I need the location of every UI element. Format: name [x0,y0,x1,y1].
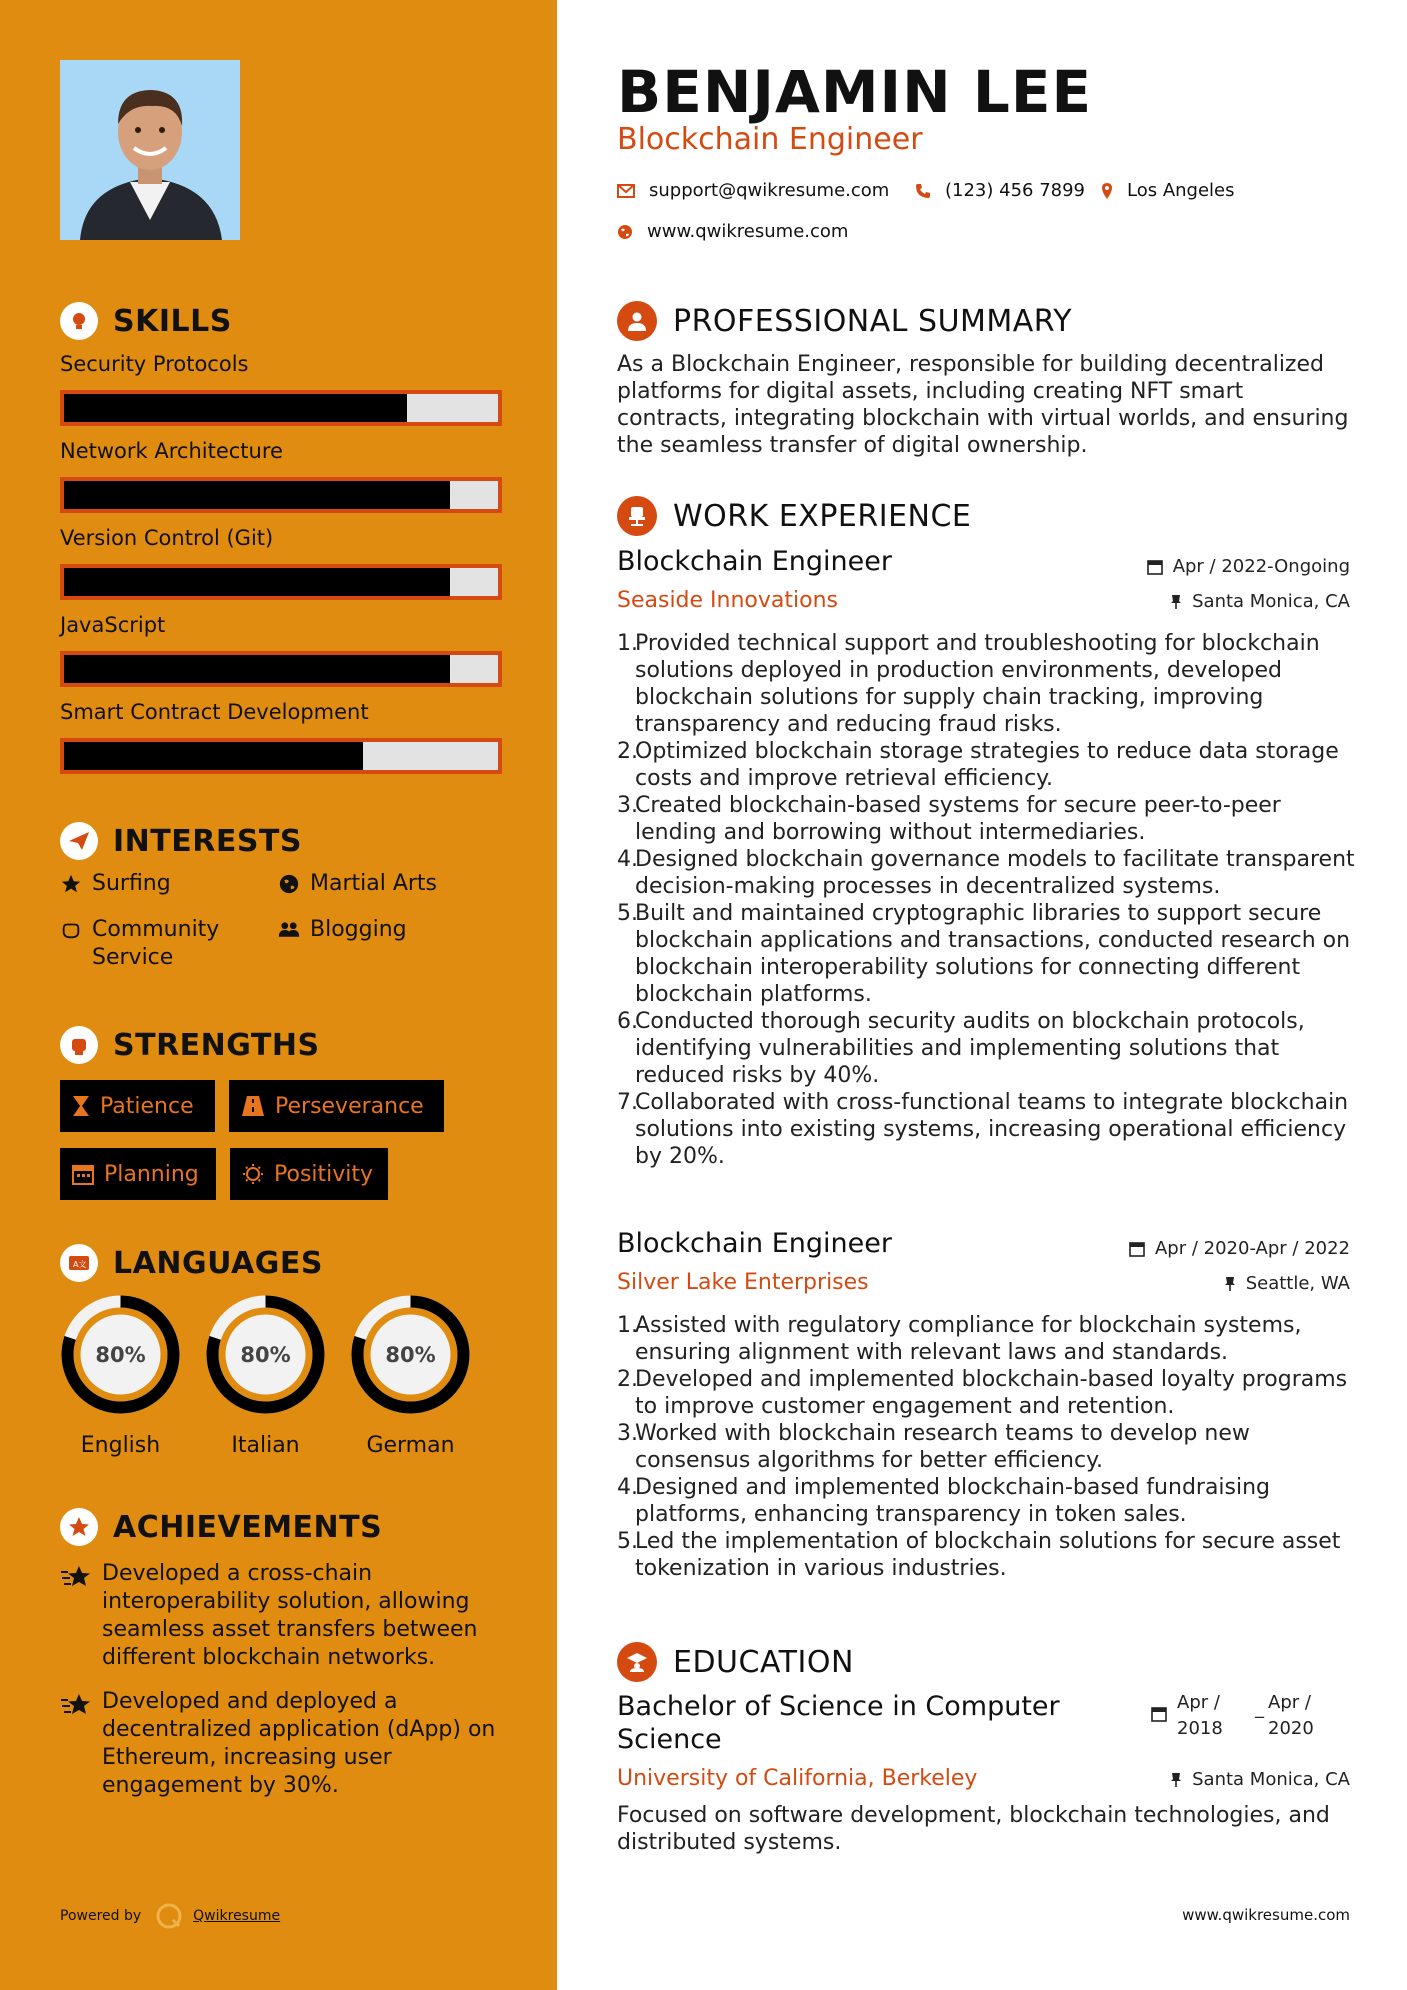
star-icon [60,870,82,895]
education-location [1170,1769,1350,1790]
list-item: 3. Created blockchain-based systems for secure peer-to-peer lending and borrowing without intermediaries. [617,792,1357,846]
powered-by [60,1902,280,1930]
office-chair-icon [617,496,657,536]
skill-label: Security Protocols [60,352,249,376]
strength-badge [229,1080,444,1132]
skill-bar [60,564,502,600]
job-dates-text: Apr / 2020-Apr / 2022 [1154,1238,1350,1259]
road-icon [241,1095,265,1117]
language-name: Italian [231,1433,300,1458]
job-dates-text: Apr / 2022-Ongoing [1172,556,1350,577]
phone-icon [915,183,931,199]
skill-label: Version Control (Git) [60,526,274,550]
achievement-item [60,1560,510,1672]
skill-bar-fill [64,655,450,683]
languages-heading [60,1244,323,1282]
language-card-icon [60,1244,98,1282]
list-item: 2. Developed and implemented blockchain-based loyalty programs to improve customer engagement and retention. [617,1366,1357,1420]
skill-label: Network Architecture [60,439,283,463]
summary-title: PROFESSIONAL SUMMARY [673,303,1073,339]
experience-heading [617,496,971,536]
pushpin-icon [1170,1772,1182,1788]
interest-label: Blogging [310,917,407,942]
list-item-text: Conducted thorough security audits on blockchain protocols, identifying vulnerabilities and implementing solutions that reduced risks by 40%. [635,1009,1305,1088]
job-responsibilities [617,630,1357,1170]
language-percent: 80% [240,1343,291,1367]
list-item-text: Built and maintained cryptographic libraries to support secure blockchain applications and transactions, conducted research on blockchain interoperability solutions for connecting different blockchain platforms. [635,901,1351,1007]
summary-text: As a Blockchain Engineer, responsible for building decentralized platforms for digital assets, including creating NFT smart contracts, integrating blockchain with virtual worlds, and ensuring the seamless transfer of digital ownership. [617,352,1349,458]
list-item-text: Optimized blockchain storage strategies to reduce data storage costs and improve retrieval efficiency. [635,739,1339,791]
language-item [203,1292,328,1458]
interest-label: Surfing [92,871,171,896]
languages-title: LANGUAGES [113,1245,323,1281]
education-location-text: Santa Monica, CA [1192,1769,1350,1790]
list-item: 1. Assisted with regulatory compliance for blockchain systems, ensuring alignment with relevant laws and standards. [617,1312,1357,1366]
calendar-icon [72,1163,94,1185]
skill-bar [60,477,502,513]
education-dates [1151,1690,1324,1742]
strength-label: Perseverance [275,1093,424,1119]
job-location-text: Seattle, WA [1245,1273,1350,1294]
skill-bar-fill [64,394,407,422]
skill-bar-fill [64,568,450,596]
strength-label: Positivity [274,1161,374,1187]
job-location-text: Santa Monica, CA [1192,591,1350,612]
language-name: English [80,1433,161,1458]
contact-location [1101,180,1235,201]
skill-bar [60,651,502,687]
list-item-text: Designed and implemented blockchain-based fundraising platforms, enhancing transparency in token sales. [635,1475,1271,1527]
contact-website[interactable] [617,221,848,242]
list-item-text: Collaborated with cross-functional teams to integrate blockchain solutions into existing systems, increasing operational efficiency by 20%. [635,1090,1349,1169]
profile-photo [60,60,240,240]
powered-by-label: Powered by [60,1908,142,1924]
interests-title: INTERESTS [113,823,302,859]
website-text: www.qwikresume.com [647,221,849,242]
paper-plane-icon [60,822,98,860]
skill-label: Smart Contract Development [60,700,369,724]
skill-item [60,526,502,600]
skill-bar [60,738,502,774]
calendar-icon [1129,1241,1145,1257]
achievement-text: Developed a cross-chain interoperability solution, allowing seamless asset transfers between different blockchain networks. [102,1561,478,1670]
strength-label: Planning [104,1161,199,1187]
list-item: 2. Optimized blockchain storage strategies to reduce data storage costs and improve retrieval efficiency. [617,738,1357,792]
star-badge-icon [60,1508,98,1546]
education-heading [617,1642,854,1682]
envelope-icon [617,184,635,198]
skills-title: SKILLS [113,303,232,339]
strength-badge [60,1148,216,1200]
calendar-icon [1147,559,1163,575]
language-ring [58,1292,183,1417]
job-title: Blockchain Engineer [617,546,892,577]
list-item-text: Created blockchain-based systems for secure peer-to-peer lending and borrowing without intermediaries. [635,793,1281,845]
experience-title: WORK EXPERIENCE [673,498,972,534]
strength-label: Patience [100,1093,194,1119]
qwikresume-logo-icon [155,1902,183,1930]
skill-label: JavaScript [60,613,166,637]
language-name: German [366,1433,455,1458]
language-percent: 80% [385,1343,436,1367]
users-icon [278,916,300,941]
skill-bar-fill [64,742,363,770]
achievement-text: Developed and deployed a decentralized application (dApp) on Ethereum, increasing user engagement by 30%. [102,1689,496,1798]
job-dates [1129,1238,1350,1259]
list-item: 6. Conducted thorough security audits on blockchain protocols, identifying vulnerabilities and implementing solutions that reduced risks by 40%. [617,1008,1357,1089]
job-dates [1147,556,1350,577]
list-item-text: Worked with blockchain research teams to develop new consensus algorithms for better efficiency. [635,1421,1250,1473]
shooting-star-icon [60,1688,92,1722]
language-item [348,1292,473,1458]
job-responsibilities [617,1312,1357,1582]
hand-icon [60,916,82,941]
skill-item [60,439,502,513]
list-item-text: Designed blockchain governance models to facilitate transparent decision-making processes in decentralized systems. [635,847,1355,899]
education-title: EDUCATION [673,1644,854,1680]
list-item: 4. Designed and implemented blockchain-based fundraising platforms, enhancing transparency in token sales. [617,1474,1357,1528]
interest-item [278,916,407,944]
interest-label: Community Service [92,917,220,970]
education-description: Focused on software development, blockchain technologies, and distributed systems. [617,1803,1330,1855]
lightbulb-icon [60,302,98,340]
language-percent: 80% [95,1343,146,1367]
skill-bar [60,390,502,426]
achievement-item [60,1688,510,1800]
list-item: 1. Provided technical support and troubleshooting for blockchain solutions deployed in production environments, developed blockchain solutions for supply chain tracking, improving transparency and reducing fraud risks. [617,630,1357,738]
skill-item [60,352,502,426]
strength-badge [60,1080,215,1132]
interests-heading [60,822,302,860]
interest-item [60,870,171,898]
person-photo-icon [60,60,240,240]
main-content [557,0,1407,1990]
calendar-icon [1151,1690,1167,1742]
job-location [1224,1273,1350,1294]
skill-item [60,700,502,774]
globe-icon [617,224,633,240]
email-text: support@qwikresume.com [649,180,890,201]
contact-email[interactable] [617,180,889,201]
company-name: Silver Lake Enterprises [617,1270,869,1295]
language-item [58,1292,183,1458]
skill-item [60,613,502,687]
interest-item [60,916,260,972]
map-pin-icon [1101,182,1113,200]
strength-badge [230,1148,388,1200]
list-item: 5. Built and maintained cryptographic libraries to support secure blockchain applications and transactions, conducted research on blockchain interoperability solutions for connecting different blockchain platforms. [617,900,1357,1008]
sun-icon [242,1163,264,1185]
list-item: 3. Worked with blockchain research teams to develop new consensus algorithms for better efficiency. [617,1420,1357,1474]
interest-item [278,870,437,898]
interest-label: Martial Arts [310,871,438,896]
qwikresume-link[interactable]: Qwikresume [193,1908,281,1924]
phone-text: (123) 456 7899 [945,180,1086,201]
education-start: Apr / 2018 [1177,1692,1223,1739]
education-end: Apr / 2020 [1268,1692,1314,1739]
language-ring [348,1292,473,1417]
hourglass-icon [72,1095,90,1117]
svg-text:A文: A文 [73,1260,87,1269]
shooting-star-icon [60,1560,92,1594]
list-item: 7. Collaborated with cross-functional teams to integrate blockchain solutions into existing systems, increasing operational efficiency by 20%. [617,1089,1357,1170]
location-text: Los Angeles [1127,180,1235,201]
degree-title: Bachelor of Science in Computer Science [617,1691,1060,1755]
strengths-title: STRENGTHS [113,1027,320,1063]
strengths-heading [60,1026,320,1064]
list-item-text: Assisted with regulatory compliance for blockchain systems, ensuring alignment with relevant laws and standards. [635,1313,1302,1365]
school-name: University of California, Berkeley [617,1766,978,1791]
date-separator: _ [1255,1698,1264,1719]
job-location [1170,591,1350,612]
summary-heading [617,301,1072,341]
pushpin-icon [1170,594,1182,610]
list-item-text: Developed and implemented blockchain-based loyalty programs to improve customer engagement and retention. [635,1367,1348,1419]
footer-website[interactable]: www.qwikresume.com [1182,1906,1350,1924]
achievements-heading [60,1508,382,1546]
skill-bar-fill [64,481,450,509]
pushpin-icon [1224,1276,1236,1292]
achievements-title: ACHIEVEMENTS [113,1509,383,1545]
graduate-icon [617,1642,657,1682]
list-item: 4. Designed blockchain governance models to facilitate transparent decision-making processes in decentralized systems. [617,846,1357,900]
job-title: Blockchain Engineer [617,1228,892,1259]
fist-icon [60,1026,98,1064]
language-ring [203,1292,328,1417]
list-item-text: Provided technical support and troubleshooting for blockchain solutions deployed in production environments, developed blockchain solutions for supply chain tracking, improving transparency and reducing fraud risks. [635,631,1320,737]
list-item-text: Led the implementation of blockchain solutions for secure asset tokenization in various industries. [635,1529,1341,1581]
company-name: Seaside Innovations [617,588,838,613]
list-item: 5. Led the implementation of blockchain solutions for secure asset tokenization in various industries. [617,1528,1357,1582]
globe-icon [278,870,300,895]
candidate-name: BENJAMIN LEE [617,58,1093,126]
sidebar [0,0,557,1990]
contact-phone[interactable] [915,180,1085,201]
skills-heading [60,302,232,340]
candidate-role: Blockchain Engineer [617,122,923,157]
user-icon [617,301,657,341]
